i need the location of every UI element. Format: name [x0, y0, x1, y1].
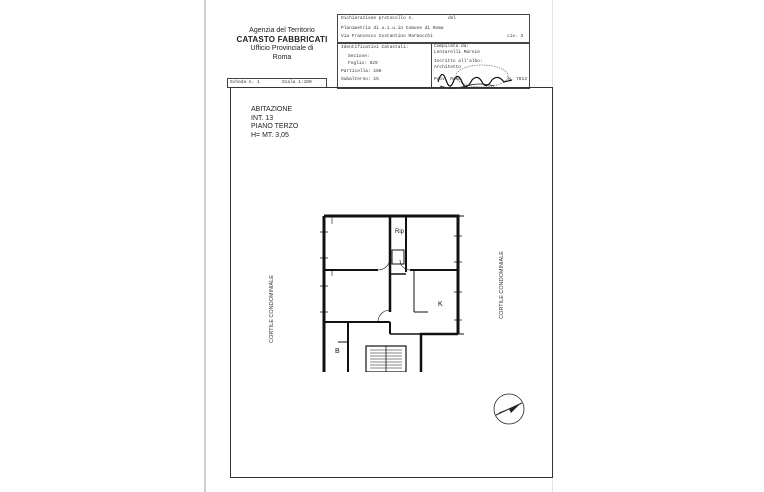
paper-edge: [204, 0, 206, 492]
agency-line: Agenzia del Territorio: [249, 27, 315, 34]
plan-use: ABITAZIONE: [251, 106, 293, 113]
cortile-right-label: CORTILE CONDOMINIALE: [498, 251, 505, 319]
prov-label: Prov. Roma: [434, 77, 462, 82]
bath-label: B: [335, 348, 340, 355]
rip-label: Rip: [395, 229, 405, 235]
civ-number: civ. 3: [507, 34, 524, 39]
architetto-label: Architetto: [434, 65, 462, 70]
city-line: Roma: [272, 54, 292, 61]
planimetry-line: Planimetria di u.i.u.in Comune di Roma: [341, 26, 444, 31]
compilata-name: Lentarelli Marnie: [434, 50, 480, 55]
albo-label: Iscritto all'albo:: [434, 59, 483, 64]
office-line: Ufficio Provinciale di: [250, 45, 314, 52]
scheda-number: Scheda n. 1: [230, 80, 260, 85]
north-compass-icon: [491, 391, 527, 427]
plan-legend: [251, 106, 298, 140]
plan-height: H= MT. 3,05: [251, 131, 289, 139]
sezione: Sezione:: [348, 54, 370, 59]
plan-floor: PIANO TERZO: [251, 123, 299, 130]
compilata-label: Compilata da:: [434, 44, 470, 49]
protocol-label: Dichiarazione protocollo n.: [341, 16, 414, 21]
floor-plan: [318, 212, 464, 372]
protocol-del: del: [448, 16, 457, 21]
plan-interior: INT. 13: [251, 114, 274, 122]
foglio: Foglio: 629: [348, 61, 378, 66]
albo-number: N. 7813: [508, 77, 527, 82]
catasto-title: CATASTO FABBRICATI: [236, 35, 328, 44]
background-left: [0, 0, 200, 492]
cortile-left-label: CORTILE CONDOMINIALE: [268, 275, 275, 343]
agency-header: [232, 26, 332, 62]
subalterno: Subalterno: 15: [341, 77, 379, 82]
kitchen-label: K: [438, 301, 443, 308]
particella: Particella: 186: [341, 69, 382, 74]
scala-value: Scala 1:100: [282, 80, 312, 85]
identifiers-title: Identificativi Catastali:: [341, 45, 409, 50]
address-line: Via Francesco Costantino Marmocchi: [341, 34, 433, 39]
